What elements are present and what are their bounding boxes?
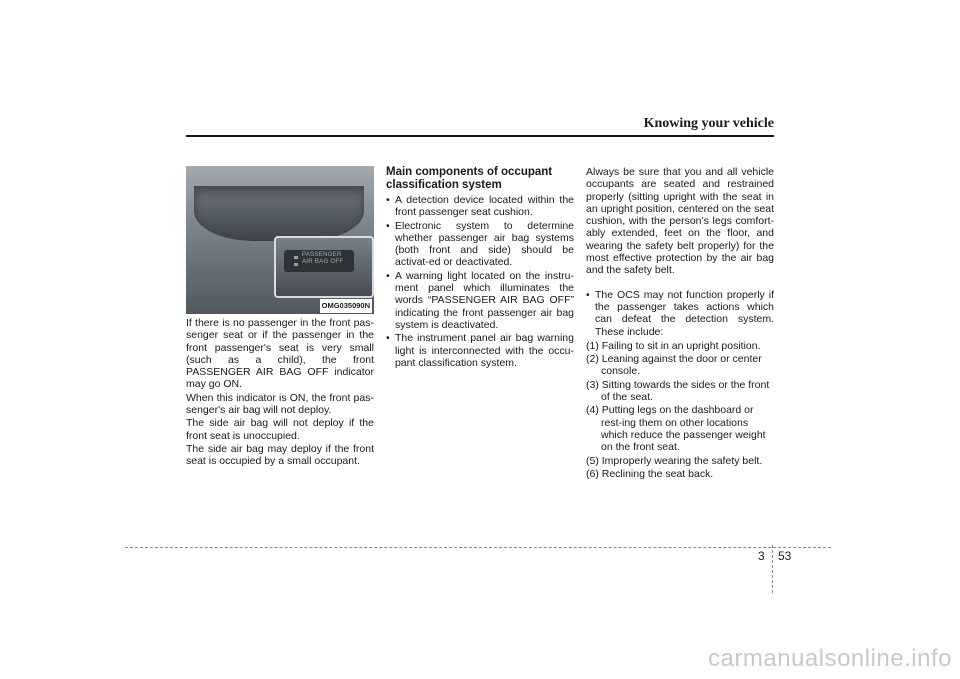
column-middle [386, 166, 574, 370]
footer-rule [125, 547, 831, 548]
list-item: • The OCS may not function properly if the passenger takes actions which can defeat the detection system. These include: [586, 289, 774, 338]
list-item: • A warning light located on the instru-ment panel which illuminates the words “PASSENGER AIR BAG OFF” indicating the front passenger air bag system is deactivated. [386, 270, 574, 331]
dashboard-shelf [194, 186, 364, 241]
paragraph: The side air bag may deploy if the front seat is occupied by a small occupant. [186, 442, 374, 468]
causes-list [586, 340, 774, 480]
indicator-photo [186, 166, 374, 314]
indicator-label: PASSENGER AIR BAG OFF [302, 252, 344, 265]
list-item: (1) Failing to sit in an upright position. [586, 339, 761, 352]
paragraph: Always be sure that you and all vehicle occupants are seated and restrained properly (sitting upright with the seat in an upright position, centered on the seat cushion, with the person’s legs comfort-ably extended, feet on the floor, and wearing the safety belt properly) for the most effective protection by the air bag and the safety belt. [586, 166, 774, 277]
page-number-divider [772, 545, 773, 593]
paragraph: If there is no passenger in the front pas-senger seat or if the passenger in the front passenger's seat is very small (such as a child), the front PASSENGER AIR BAG OFF indicator may go ON. [186, 317, 374, 391]
paragraph: When this indicator is ON, the front pas-senger's air bag will not deploy. [186, 391, 374, 417]
indicator-closeup [274, 236, 374, 298]
list-item: • The instrument panel air bag warning light is interconnected with the occu-pant classification system. [386, 332, 574, 369]
column-left [186, 166, 374, 469]
section-number: 3 [758, 549, 765, 563]
page-header-title: Knowing your vehicle [643, 116, 774, 131]
figure-caption: OMG035090N [320, 299, 372, 313]
list-item: (4) Putting legs on the dashboard or rest-ing them on other locations which reduce the passenger weight on the front seat. [586, 404, 766, 454]
section-heading: Main components of occupant classification system [386, 166, 553, 191]
watermark-logo: carmanualsonline.info [708, 645, 952, 672]
paragraph: The side air bag will not deploy if the front seat is unoccupied. [186, 417, 374, 442]
list-item: (3) Sitting towards the sides or the front of the seat. [586, 378, 770, 404]
indicator-led-icon [294, 256, 298, 259]
list-item: • A detection device located within the front passenger seat cushion. [386, 194, 574, 219]
page-number: 53 [778, 549, 792, 563]
indicator-led-icon [294, 263, 298, 266]
components-list [386, 194, 574, 369]
list-item: • Electronic system to determine whether passenger air bag systems (both front and side) should be activat-ed or deactivated. [386, 220, 574, 269]
list-item: (5) Improperly wearing the safety belt. [586, 454, 763, 467]
list-item: (2) Leaning against the door or center console. [586, 353, 762, 378]
column-right [586, 166, 774, 481]
header-rule [186, 135, 774, 137]
ocs-warning-list [586, 289, 774, 338]
list-item: (6) Reclining the seat back. [586, 467, 714, 480]
